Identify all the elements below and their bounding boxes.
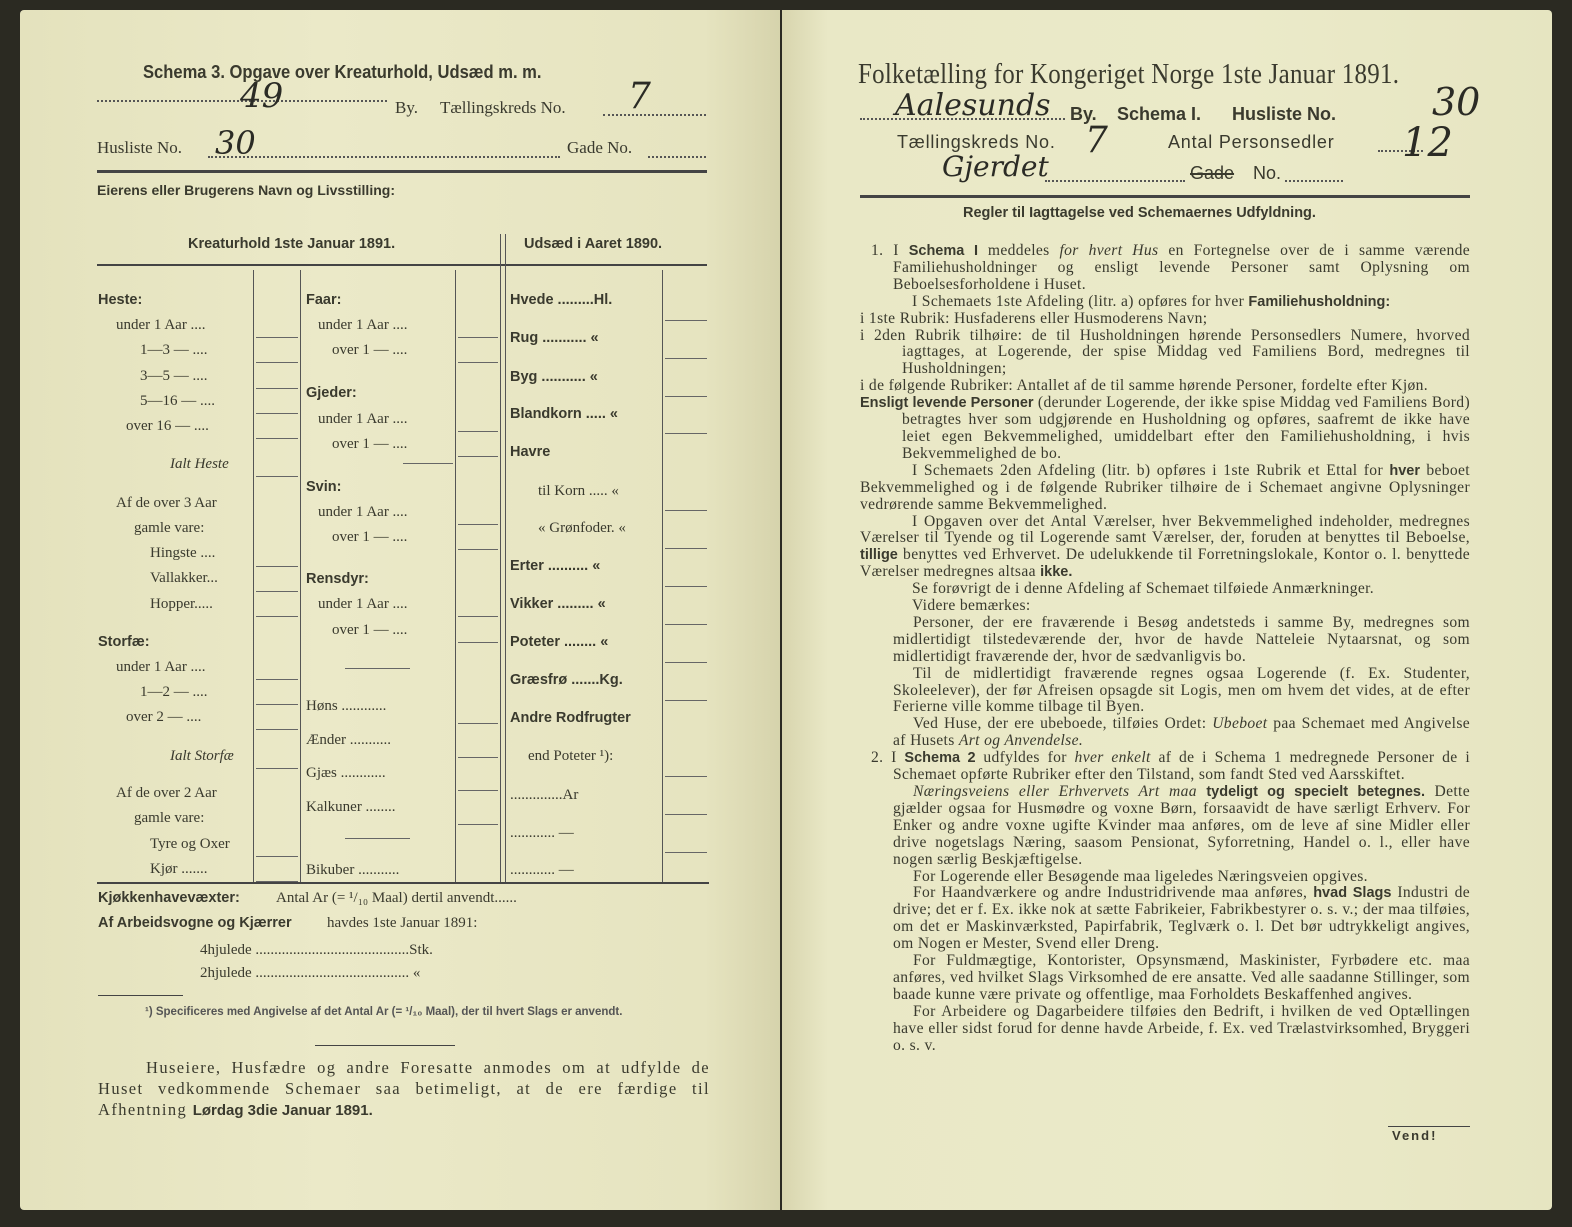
- entry-cell-line[interactable]: [458, 524, 498, 525]
- entry-cell-line[interactable]: [458, 431, 498, 432]
- text-segment: Dette gjælder ogsaa for Husmødre og voxne Børn, forsaavidt de have særligt Erhverv. For Enker og andre voxne ugifte Kvinder maa anføres, om de leve af sine Midler eller drive nogetslags Næring, saasom Pensionat, Syforretning, Handel o. l., eller have nogen særlig Beskjæftigelse.: [893, 783, 1470, 868]
- row-label: ..............Ar: [510, 787, 579, 803]
- entry-cell-line[interactable]: [665, 662, 707, 663]
- row-label: Rensdyr:: [306, 571, 369, 587]
- notice-text: Huseiere, Husfædre og andre Foresatte anmodes om at udfylde de Huset vedkommende Schemaer saa betimeligt, at de ere færdige til Afhentning: [98, 1058, 710, 1119]
- rule-paragraph: [860, 784, 1470, 869]
- entry-cell-line[interactable]: [458, 642, 498, 643]
- entry-cell-line[interactable]: [256, 362, 298, 363]
- gade-field-line: [1045, 180, 1185, 182]
- row-label: Faar:: [306, 292, 342, 308]
- text-segment: en Fortegnelse over de i samme værende Familiehusholdninger og ensligt levende Personer samt Oplysning om Beboelsesforholdene i Huset.: [893, 242, 1471, 293]
- row-label: under 1 Aar ....: [116, 659, 206, 675]
- row-label: Ænder ...........: [306, 732, 391, 748]
- rule-paragraph: [860, 953, 1470, 1004]
- text-segment: For Fuldmægtige, Kontorister, Opsynsmænd, Maskinister, Fyrbødere etc. maa anføres, ved hvilket Slags Virksomhed de ere ansatte. Ved alle saadanne Stillinger, som baade kunne være private og offentlige, maa Forholdets Beskaffenhed angives.: [893, 952, 1470, 1003]
- row-label: Tyre og Oxer: [150, 836, 230, 852]
- rule-paragraph: [860, 463, 1470, 514]
- text-segment: Til de midlertidigt fraværende regnes ogsaa Logerende (f. Ex. Studenter, Skoleelever), der før Afreisen opsagde sit Logis, men om hvem det vides, at de efter Ferierne ville komme tilbage til Byen.: [893, 664, 1470, 716]
- owner-label: Eierens eller Brugerens Navn og Livsstilling:: [97, 182, 395, 198]
- text-segment: I Schemaets 2den Afdeling (litr. b) opføres i 1ste Rubrik et Ettal for: [912, 461, 1390, 479]
- row-label: Hingste ....: [150, 545, 216, 561]
- row-label: Gjeder:: [306, 385, 357, 401]
- entry-cell-line[interactable]: [665, 358, 707, 359]
- city-value: Aalesunds: [895, 88, 1051, 123]
- text-segment: i de følgende Rubriker: Antallet af de til samme hørende Personer, fordelte efter Kjøn.: [860, 377, 1429, 395]
- text-segment: for hvert Hus: [1059, 242, 1159, 259]
- column-divider: [662, 270, 663, 882]
- kreds-label: Tællingskreds No.: [440, 98, 566, 117]
- entry-cell-line[interactable]: [665, 814, 707, 815]
- rule-paragraph: [860, 294, 1470, 311]
- hjul4-row: 4hjulede .........................................Stk.: [200, 942, 433, 958]
- text-segment: tydeligt og specielt betegnes.: [1206, 784, 1426, 800]
- row-label: Hopper.....: [150, 596, 213, 612]
- entry-cell-line[interactable]: [256, 856, 298, 857]
- row-label: Gjæs ............: [306, 765, 386, 781]
- text-segment: For Arbeidere og Dagarbeidere tilføies den Bedrift, i hvilken de ved Optællingen have eller sidst forud for denne havde Arbeide, f. Ex. ved Trælastvirksomhed, Bryggeri o. s. v.: [893, 1002, 1470, 1054]
- row-label: under 1 Aar ....: [318, 596, 408, 612]
- rules-title: Regler til Iagttagelse ved Schemaernes Udfyldning.: [963, 205, 1316, 221]
- census-title: Folketælling for Kongeriget Norge 1ste Januar 1891.: [858, 58, 1400, 90]
- entry-cell-line[interactable]: [256, 704, 298, 705]
- row-label: Kalkuner ........: [306, 799, 396, 815]
- vend-rule: [1388, 1126, 1470, 1127]
- row-label: 1—3 — ....: [140, 342, 208, 358]
- text-segment: benyttes ved Erhvervet. De udelukkende til Forretningslokale, Kontor o. l. benyttede Værelser medregnes altsaa: [860, 546, 1470, 581]
- separator-rule: [315, 1045, 455, 1046]
- by-label: By.: [395, 98, 418, 117]
- row-label: Erter .......... «: [510, 558, 601, 574]
- row-label: Blandkorn ..... «: [510, 406, 618, 422]
- row-label: end Poteter ¹):: [528, 748, 614, 764]
- text-segment: tillige: [860, 547, 898, 564]
- text-segment: paa Schemaet med Angivelse af Husets: [893, 715, 1471, 750]
- text-segment: (derunder Logerende, der ikke spise Middag ved Familiens Bord) betragtes hver som udgjørende en Husholdning og opføres, saafremt de ikke have leiet egen Bekvemmelighed, umiddelbart efter den Familiehusholdning, i hvis Bekvemmelighed de bo.: [902, 394, 1470, 462]
- rule-paragraph: [860, 395, 1470, 463]
- row-label: over 1 — ....: [332, 622, 408, 638]
- text-segment: Ensligt levende Personer: [860, 395, 1034, 412]
- row-label: Kjør .......: [150, 861, 208, 877]
- separator-rule: [345, 838, 410, 839]
- row-label: ............ —: [510, 825, 574, 841]
- entry-cell-line[interactable]: [256, 413, 298, 414]
- personsedler-label: Antal Personsedler: [1168, 132, 1335, 152]
- entry-cell-line[interactable]: [458, 757, 498, 758]
- row-label: over 1 — ....: [332, 529, 408, 545]
- column-divider: [455, 270, 456, 882]
- rule-paragraph: [860, 666, 1470, 717]
- row-label: Ialt Storfæ: [170, 748, 234, 764]
- kjokken-label: Kjøkkenhavevæxter:: [98, 890, 240, 906]
- text-segment: Ved Huse, der ere ubeboede, tilføies Ordet:: [913, 715, 1213, 733]
- husliste-label: Husliste No.: [1232, 104, 1337, 124]
- entry-cell-line[interactable]: [665, 586, 707, 587]
- kreds-label: Tællingskreds No.: [897, 132, 1056, 152]
- row-label: Byg ........... «: [510, 369, 598, 385]
- rule-paragraph: [860, 311, 1470, 328]
- text-segment: hver: [1389, 462, 1420, 479]
- gade-no-label: No.: [1253, 163, 1282, 183]
- text-segment: Schema 2: [904, 750, 976, 767]
- gade-no-line: [1285, 180, 1343, 182]
- udsaed-header: Udsæd i Aaret 1890.: [524, 236, 663, 252]
- row-label: under 1 Aar ....: [116, 317, 206, 333]
- schema-3-title: Schema 3. Opgave over Kreaturhold, Udsæd m. m.: [143, 62, 542, 82]
- husliste-field-line: [208, 156, 560, 158]
- kjokken-text: Antal Ar (= ¹/₁₀ Maal) dertil anvendt......: [276, 890, 517, 906]
- rule-paragraph: [860, 378, 1470, 395]
- rule-paragraph: [860, 869, 1470, 886]
- separator-rule: [403, 463, 453, 464]
- entry-cell-line[interactable]: [256, 768, 298, 769]
- row-label: over 2 — ....: [126, 709, 202, 725]
- vogne-label: Af Arbeidsvogne og Kjærrer: [98, 915, 292, 931]
- text-segment: Videre bemærkes:: [912, 597, 1031, 615]
- row-label: under 1 Aar ....: [318, 317, 408, 333]
- entry-cell-line[interactable]: [665, 433, 707, 434]
- kreds-value: 7: [1085, 120, 1108, 161]
- rule-paragraph: [860, 750, 1470, 784]
- entry-cell-line[interactable]: [665, 510, 707, 511]
- rules-text: [860, 243, 1470, 1055]
- rule-paragraph: [860, 328, 1470, 379]
- entry-cell-line[interactable]: [458, 616, 498, 617]
- row-label: Andre Rodfrugter: [510, 710, 631, 726]
- separator-rule: [345, 668, 410, 669]
- text-segment: i 1ste Rubrik: Husfaderens eller Husmoderens Navn;: [860, 309, 1208, 327]
- column-divider: [505, 234, 506, 882]
- text-segment: Schema I: [908, 243, 979, 259]
- footnote: ¹) Specificeres med Angivelse af det Antal Ar (= ¹/₁₀ Maal), der til hvert Slags er anvendt.: [145, 1006, 623, 1018]
- entry-cell-line[interactable]: [256, 729, 298, 730]
- kreds-value: 7: [628, 76, 651, 117]
- row-label: Havre: [510, 444, 551, 460]
- text-segment: i 2den Rubrik tilhøire: de til Husholdningen hørende Personsedlers Numere, hvorved iagttages, at Logerende, der spise Middag ved Familiens Bord, medregnes til Husholdningen;: [860, 326, 1470, 378]
- row-label: Hvede .........Hl.: [510, 292, 613, 308]
- entry-cell-line[interactable]: [458, 337, 498, 338]
- table-header-rule: [97, 264, 707, 266]
- text-segment: meddeles: [978, 242, 1060, 259]
- hjul2-row: 2hjulede ......................................... «: [200, 965, 421, 981]
- entry-cell-line[interactable]: [665, 320, 707, 321]
- husliste-value: 30: [1432, 80, 1481, 124]
- row-label: Vallakker...: [150, 570, 218, 586]
- rule-paragraph: [860, 243, 1470, 294]
- husliste-value: 30: [215, 124, 256, 162]
- row-label: Svin:: [306, 479, 342, 495]
- kreds-field-line: [603, 114, 706, 116]
- row-label: Ialt Heste: [170, 456, 229, 472]
- text-segment: af de i Schema 1 medregnede Personer de i Schemaet opførte Rubriker efter den Tilstand, som fandt Sted ved Aarsskiftet.: [893, 749, 1470, 784]
- row-label: Af de over 3 Aar: [116, 495, 217, 511]
- row-label: Vikker ......... «: [510, 596, 606, 612]
- kreaturhold-header: Kreaturhold 1ste Januar 1891.: [188, 236, 396, 252]
- rule-paragraph: [860, 615, 1470, 666]
- row-label: Heste:: [98, 292, 143, 308]
- row-label: « Grønfoder. «: [538, 520, 626, 536]
- row-label: gamle vare:: [134, 520, 205, 536]
- row-label: Bikuber ...........: [306, 862, 400, 878]
- entry-cell-line[interactable]: [458, 824, 498, 825]
- rule-paragraph: [860, 885, 1470, 953]
- text-segment: Art og Anvendelse.: [958, 732, 1084, 750]
- entry-cell-line[interactable]: [665, 548, 707, 549]
- entry-cell-line[interactable]: [256, 337, 298, 338]
- entry-cell-line[interactable]: [256, 388, 298, 389]
- header-rule: [860, 195, 1470, 198]
- entry-cell-line[interactable]: [458, 549, 498, 550]
- header-rule: [97, 170, 707, 173]
- row-label: Storfæ:: [98, 634, 150, 650]
- entry-cell-line[interactable]: [256, 438, 298, 439]
- entry-cell-line[interactable]: [256, 679, 298, 680]
- gade-field-line: [648, 156, 706, 158]
- gade-value: Gjerdet: [942, 150, 1049, 183]
- entry-cell-line[interactable]: [665, 700, 707, 701]
- text-segment: I Opgaven over det Antal Værelser, hver Bekvemmelighed indeholder, medregnes Værelser til Tyende og til Logerende samt Værelser, der, foruden at benyttes til Beboelse,: [860, 512, 1470, 547]
- entry-cell-line[interactable]: [665, 396, 707, 397]
- column-divider: [500, 234, 501, 882]
- notice-date: Lørdag 3die Januar 1891.: [192, 1102, 373, 1119]
- row-label: til Korn ..... «: [538, 483, 619, 499]
- notice-paragraph: [98, 1057, 710, 1121]
- rule-paragraph: [860, 716, 1470, 750]
- entry-cell-line[interactable]: [256, 476, 298, 477]
- entry-cell-line[interactable]: [665, 776, 707, 777]
- text-segment: hver enkelt: [1074, 749, 1151, 767]
- gade-label-struck: Gade: [1190, 163, 1235, 183]
- row-label: over 1 — ....: [332, 342, 408, 358]
- text-segment: 2. I: [871, 749, 905, 767]
- entry-cell-line[interactable]: [458, 362, 498, 363]
- entry-cell-line[interactable]: [458, 790, 498, 791]
- text-segment: 1. I: [871, 242, 909, 259]
- husliste-label: Husliste No.: [97, 138, 182, 157]
- row-label: 5—16 — ....: [140, 393, 215, 409]
- row-label: Af de over 2 Aar: [116, 785, 217, 801]
- table-bottom-rule: [97, 882, 709, 884]
- vend-label: Vend!: [1392, 1128, 1438, 1143]
- text-segment: Næringsveiens eller Erhvervets Art maa: [913, 783, 1207, 800]
- text-segment: ikke.: [1040, 564, 1073, 581]
- column-divider: [253, 270, 254, 882]
- footnote-rule: [98, 995, 183, 996]
- rule-paragraph: [860, 598, 1470, 615]
- text-segment: Personer, der ere fraværende i Besøg andetsteds i samme By, medregnes som midlertidigt tilstedeværende der, hvor de havde Natteleie Nytaarsnat, og som midlertidigt fraværende der, hvor de sædvanligvis bo.: [893, 613, 1470, 665]
- schema-label: Schema I.: [1117, 104, 1202, 124]
- gade-label: Gade No.: [567, 138, 633, 157]
- text-segment: Se forøvrigt de i denne Afdeling af Schemaet tilføiede Anmærkninger.: [912, 580, 1375, 598]
- entry-cell-line[interactable]: [458, 456, 498, 457]
- entry-cell-line[interactable]: [665, 624, 707, 625]
- row-label: ............ —: [510, 862, 574, 878]
- rule-paragraph: [860, 581, 1470, 598]
- row-label: Rug ........... «: [510, 330, 599, 346]
- rule-paragraph: [860, 514, 1470, 582]
- entry-cell-line[interactable]: [458, 723, 498, 724]
- column-divider: [300, 270, 301, 882]
- text-segment: For Haandværkere og andre Industridrivende maa anføres,: [913, 884, 1314, 902]
- row-label: Poteter ........ «: [510, 634, 609, 650]
- entry-cell-line[interactable]: [256, 566, 298, 567]
- text-segment: beboet Bekvemmelighed og i de følgende Rubriker tilhøire de i Schemaet angivne Oplysninger vedrørende samme Bekvemmelighed.: [860, 461, 1470, 513]
- text-segment: Familiehusholdning:: [1248, 293, 1391, 310]
- entry-cell-line[interactable]: [256, 591, 298, 592]
- row-label: Græsfrø .......Kg.: [510, 672, 623, 688]
- by-value: 49: [240, 76, 284, 116]
- text-segment: For Logerende eller Besøgende maa ligeledes Næringsveien opgives.: [913, 867, 1368, 885]
- row-label: under 1 Aar ....: [318, 504, 408, 520]
- entry-cell-line[interactable]: [256, 616, 298, 617]
- by-label: By.: [1070, 104, 1097, 124]
- row-label: over 16 — ....: [126, 418, 209, 434]
- row-label: over 1 — ....: [332, 436, 408, 452]
- personsedler-value: 12: [1402, 120, 1453, 166]
- entry-cell-line[interactable]: [665, 852, 707, 853]
- row-label: gamle vare:: [134, 810, 205, 826]
- text-segment: Ubeboet: [1212, 715, 1268, 733]
- text-segment: Industri de drive; det er f. Ex. ikke nok at sætte Fabrikeier, Fabrikbestyrer o. s. v.; der maa tilføies, om det er Maskinværksted, Papirfabrik, Teglværk o. l. Det bør udtrykkeligt angives, om Nogen er Mester, Svend eller Dreng.: [893, 884, 1470, 953]
- text-segment: I Schemaets 1ste Afdeling (litr. a) opføres for hver: [912, 292, 1249, 310]
- entry-cell-line[interactable]: [256, 881, 298, 882]
- row-label: 1—2 — ....: [140, 684, 208, 700]
- row-label: under 1 Aar ....: [318, 411, 408, 427]
- row-label: Høns ............: [306, 698, 387, 714]
- text-segment: hvad Slags: [1313, 885, 1392, 902]
- rule-paragraph: [860, 1004, 1470, 1055]
- row-label: 3—5 — ....: [140, 368, 208, 384]
- text-segment: udfyldes for: [975, 749, 1075, 767]
- vogne-text: havdes 1ste Januar 1891:: [327, 915, 478, 931]
